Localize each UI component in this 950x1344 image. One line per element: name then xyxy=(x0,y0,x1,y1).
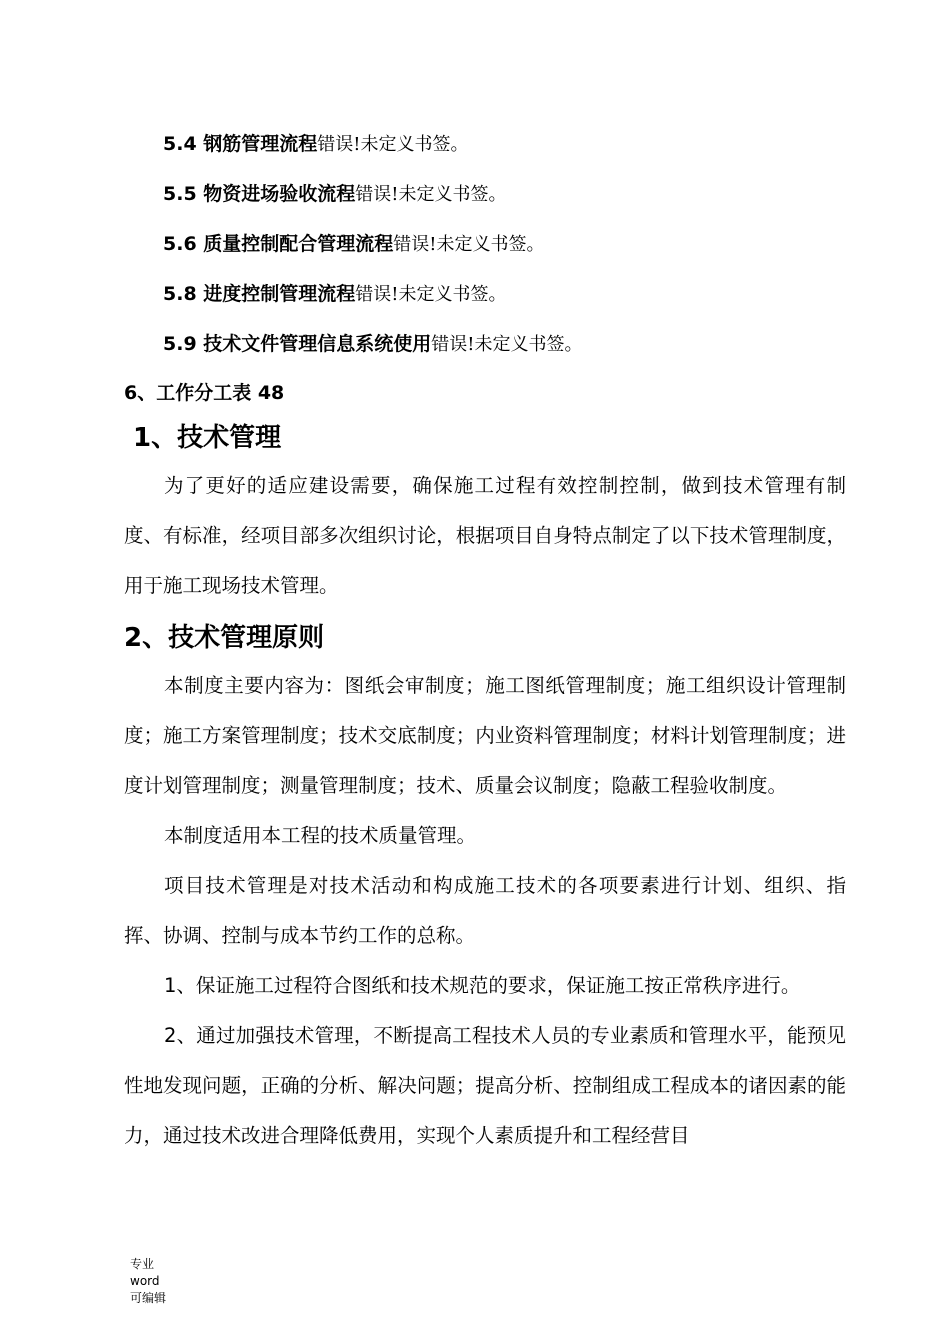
toc-item-5-6 xyxy=(163,232,545,257)
toc-title: 5.8 进度控制管理流程 xyxy=(163,283,356,305)
toc-error-note: 错误!未定义书签。 xyxy=(355,184,507,205)
section1-body xyxy=(124,461,846,611)
toc-item-6: 6、工作分工表 48 xyxy=(124,382,285,404)
page-footer xyxy=(130,1256,166,1307)
paragraph: 1、保证施工过程符合图纸和技术规范的要求，保证施工按正常秩序进行。 xyxy=(164,974,801,997)
paragraph: 本制度主要内容为：图纸会审制度；施工图纸管理制度；施工组织设计管理制度；施工方案管理制度；技术交底制度；内业资料管理制度；材料计划管理制度；进度计划管理制度；测量管理制度；技术、质量会议制度；隐蔽工程验收制度。 xyxy=(124,674,846,797)
paragraph: 本制度适用本工程的技术质量管理。 xyxy=(164,824,477,847)
toc-error-note: 错误!未定义书签。 xyxy=(393,234,545,255)
footer-line: 可编辑 xyxy=(130,1291,167,1305)
toc-item-5-4 xyxy=(163,132,469,157)
footer-line: 专业 xyxy=(130,1257,155,1271)
section-heading-2: 2、技术管理原则 xyxy=(124,623,325,653)
section-heading-1: 1、技术管理 xyxy=(133,423,282,453)
paragraph: 2、通过加强技术管理，不断提高工程技术人员的专业素质和管理水平，能预见性地发现问题，正确的分析、解决问题；提高分析、控制组成工程成本的诸因素的能力，通过技术改进合理降低费用，实现个人素质提升和工程经营目 xyxy=(124,1024,846,1147)
toc-item-5-9 xyxy=(163,332,583,357)
paragraph: 项目技术管理是对技术活动和构成施工技术的各项要素进行计划、组织、指挥、协调、控制与成本节约工作的总称。 xyxy=(124,874,846,947)
toc-error-note: 错误!未定义书签。 xyxy=(317,134,469,155)
section2-body xyxy=(124,661,846,1161)
paragraph: 为了更好的适应建设需要，确保施工过程有效控制控制，做到技术管理有制度、有标准，经项目部多次组织讨论，根据项目自身特点制定了以下技术管理制度，用于施工现场技术管理。 xyxy=(124,474,846,597)
toc-title: 5.6 质量控制配合管理流程 xyxy=(163,233,394,255)
toc-item-5-8 xyxy=(163,282,507,307)
footer-line: word xyxy=(130,1274,160,1288)
toc-item-5-5 xyxy=(163,182,507,207)
toc-error-note: 错误!未定义书签。 xyxy=(355,284,507,305)
toc-title: 5.5 物资进场验收流程 xyxy=(163,183,356,205)
toc-error-note: 错误!未定义书签。 xyxy=(431,334,583,355)
toc-title: 5.4 钢筋管理流程 xyxy=(163,133,318,155)
toc-title: 5.9 技术文件管理信息系统使用 xyxy=(163,333,432,355)
